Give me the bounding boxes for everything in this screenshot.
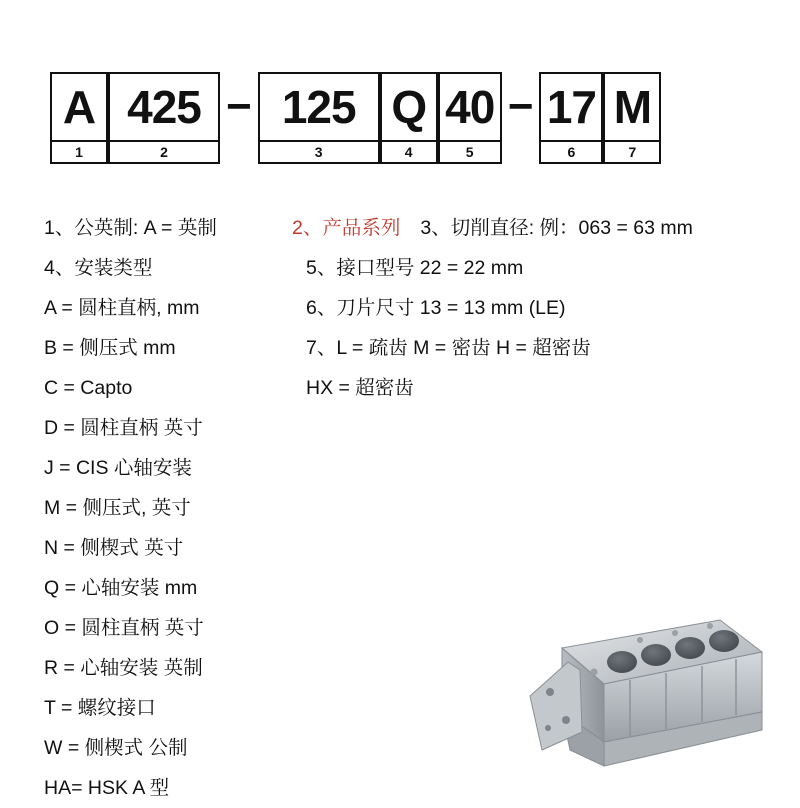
code-segment-value: 425	[108, 72, 220, 142]
product-code-diagram	[50, 72, 661, 164]
code-segment-4	[380, 72, 438, 164]
code-separator-dash: −	[226, 82, 252, 131]
code-segment-index: 4	[380, 142, 438, 164]
legend-item: 4、安装类型	[44, 257, 153, 279]
code-separator-dash: −	[507, 82, 534, 131]
code-segment-5	[438, 72, 502, 164]
engine-block-photo	[470, 600, 770, 780]
legend-item: C = Capto	[44, 377, 133, 399]
legend-left-column	[44, 208, 217, 808]
legend-item: HA= HSK A 型	[44, 777, 170, 799]
code-segment-value: 125	[258, 72, 380, 142]
legend-item-interface-model: 5、接口型号 22 = 22 mm	[306, 257, 524, 279]
legend-item: A = 圆柱直柄, mm	[44, 297, 200, 319]
code-segment-7	[603, 72, 661, 164]
legend-item-tooth-density-hx: HX = 超密齿	[306, 377, 414, 399]
legend-item: R = 心轴安装 英制	[44, 657, 203, 679]
code-segment-value: 40	[438, 72, 502, 142]
legend-item-product-series: 2、产品系列	[292, 217, 401, 239]
code-segment-value: A	[50, 72, 108, 142]
code-segment-index: 1	[50, 142, 108, 164]
legend-item-insert-size: 6、刀片尺寸 13 = 13 mm (LE)	[306, 297, 566, 319]
code-segment-1	[50, 72, 108, 164]
legend-item: J = CIS 心轴安装	[44, 457, 192, 479]
code-segment-index: 7	[603, 142, 661, 164]
code-segment-value: 17	[539, 72, 603, 142]
code-segment-3	[258, 72, 380, 164]
code-segment-index: 2	[108, 142, 220, 164]
legend-item: N = 侧楔式 英寸	[44, 537, 184, 559]
legend-row-series-diameter	[292, 208, 693, 248]
legend-item: B = 侧压式 mm	[44, 337, 176, 359]
code-segment-index: 3	[258, 142, 380, 164]
legend-item: M = 侧压式, 英寸	[44, 497, 191, 519]
legend-right-column	[292, 208, 693, 408]
legend-item: W = 侧楔式 公制	[44, 737, 188, 759]
legend-item: O = 圆柱直柄 英寸	[44, 617, 204, 639]
code-segment-index: 5	[438, 142, 502, 164]
engine-block-illustration	[470, 600, 770, 780]
legend-item-cutting-diameter: 3、切削直径: 例：063 = 63 mm	[420, 217, 693, 239]
code-segment-index: 6	[539, 142, 603, 164]
code-segment-value: Q	[380, 72, 438, 142]
legend-item: Q = 心轴安装 mm	[44, 577, 198, 599]
legend-item: T = 螺纹接口	[44, 697, 156, 719]
code-segment-2	[108, 72, 220, 164]
code-segment-value: M	[603, 72, 661, 142]
legend-item-tooth-density: 7、L = 疏齿 M = 密齿 H = 超密齿	[306, 337, 591, 359]
legend-item: 1、公英制: A = 英制	[44, 217, 217, 239]
legend-item: D = 圆柱直柄 英寸	[44, 417, 203, 439]
code-segment-6	[539, 72, 603, 164]
